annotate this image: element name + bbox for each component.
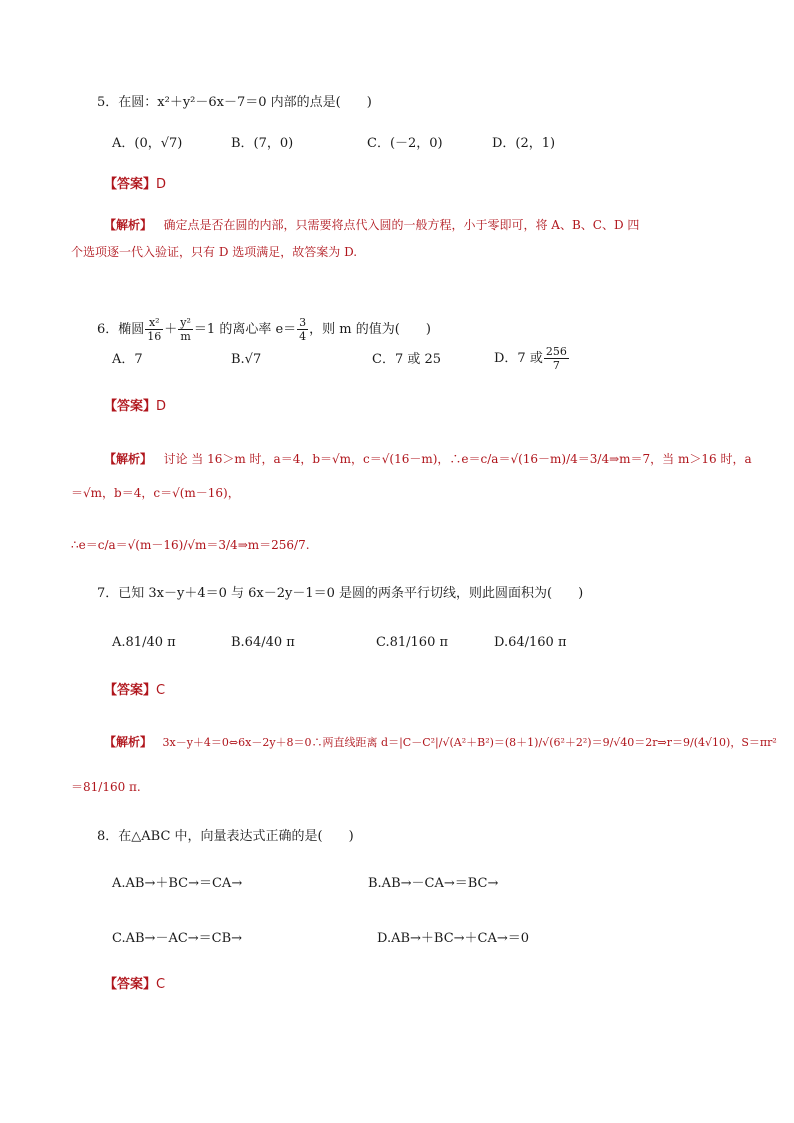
answer-tag: 【答案】 xyxy=(104,399,157,414)
fraction: $\frac{\text{y²}}{m}$ xyxy=(180,316,191,343)
q7-option-c: C.81/160 π xyxy=(376,635,449,650)
q7-option-b: B.64/40 π xyxy=(231,635,295,650)
q5-explanation-line1: 【解析】 确定点是否在圆的内部，只需要将点代入圆的一般方程，小于零即可，将 A、B、C、D 四 xyxy=(104,218,640,232)
q5-answer xyxy=(104,176,166,194)
q6-answer xyxy=(104,398,166,416)
q7-option-d: D.64/160 π xyxy=(494,635,567,650)
answer-value: C xyxy=(156,683,166,698)
answer-value: D xyxy=(156,177,167,192)
q6-explanation-line2: ＝√m，b＝4，c＝√(m－16)， xyxy=(71,486,240,500)
q5-option-b: B．(7，0) xyxy=(231,136,294,151)
q7-stem: 7．已知 3x－y＋4＝0 与 6x－2y－1＝0 是圆的两条平行切线，则此圆面积为( ) xyxy=(97,586,584,601)
answer-value: C xyxy=(156,977,166,992)
q5-option-d: D．(2，1) xyxy=(492,136,556,151)
answer-tag: 【答案】 xyxy=(104,177,157,192)
answer-tag: 【答案】 xyxy=(104,977,157,992)
q6-option-a: A．7 xyxy=(112,352,143,367)
fraction: $\frac{3}{4}$ xyxy=(299,316,307,343)
q7-answer xyxy=(104,682,165,700)
q5-explanation-line2: 个选项逐一代入验证，只有 D 选项满足，故答案为 D. xyxy=(71,245,358,259)
q8-option-b: B.AB→－CA→＝BC→ xyxy=(368,876,499,891)
explanation-tag: 【解析】 xyxy=(104,735,153,749)
q6-stem: 6．椭圆 $\frac{\text{x²}}{16}$ ＋ $\frac{\text{y²}}{m}$ ＝1 的离心率 e＝ $\frac{3}{4}$ ，则 m 的值为( ) xyxy=(97,316,431,343)
q8-answer xyxy=(104,976,165,994)
q7-explanation-line2: ＝81/160 π. xyxy=(71,780,141,794)
explanation-tag: 【解析】 xyxy=(104,452,153,466)
q6-option-c: C．7 或 25 xyxy=(372,352,442,367)
q6-explanation-line3: ∴e＝c/a＝√(m－16)/√m＝3/4⇒m＝256/7. xyxy=(71,538,310,552)
q5-stem: 5．在圆：x²＋y²－6x－7＝0 内部的点是( ) xyxy=(97,95,372,110)
q6-option-d: D．7 或 $\frac{256}{7}$ xyxy=(494,345,567,372)
q7-option-a: A.81/40 π xyxy=(112,635,176,650)
q8-option-d: D.AB→＋BC→＋CA→＝0 xyxy=(377,931,530,946)
answer-tag: 【答案】 xyxy=(104,683,157,698)
q5-option-a: A．(0，√7) xyxy=(112,136,183,151)
fraction: $\frac{\text{x²}}{16}$ xyxy=(147,316,162,343)
q6-explanation-line1: 【解析】 讨论 当 16＞m 时，a＝4，b＝√m，c＝√(16－m)，∴e＝c/a＝√(16－m)/4＝3/4⇒m＝7，当 m＞16 时，a xyxy=(104,452,752,466)
explanation-tag: 【解析】 xyxy=(104,218,153,232)
q5-option-c: C．(－2，0) xyxy=(367,136,443,151)
q8-stem: 8．在△ABC 中，向量表达式正确的是( ) xyxy=(97,829,354,844)
q8-option-a: A.AB→＋BC→＝CA→ xyxy=(112,876,243,891)
q6-option-b: B.√7 xyxy=(231,352,262,367)
q7-explanation-line1: 【解析】 3x－y＋4＝0⇔6x－2y＋8＝0∴两直线距离 d＝|C－C²|/√(A²＋B²)＝(8＋1)/√(6²＋2²)＝9/√40＝2r⇒r＝9/(4√10)，S＝πr² xyxy=(104,735,777,749)
q8-option-c: C.AB→－AC→＝CB→ xyxy=(112,931,243,946)
answer-value: D xyxy=(156,399,167,414)
